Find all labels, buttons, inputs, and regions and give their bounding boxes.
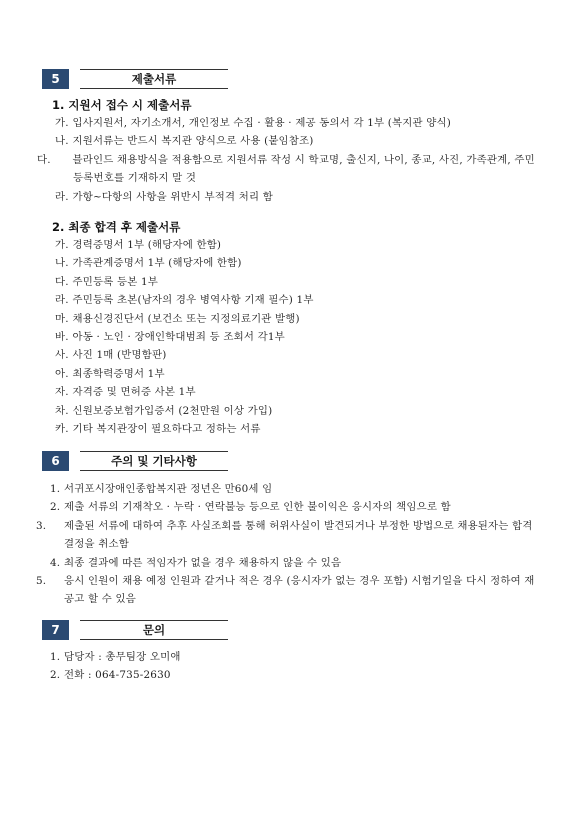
list-item: 아. 최종학력증명서 1부: [55, 367, 165, 380]
list-item: 5. 응시 인원이 채용 예정 인원과 같거나 적은 경우 (응시자가 없는 경우 포함) 시험기일을 다시 정하여 재공고 할 수 있음: [36, 575, 535, 606]
list-item: 가. 경력증명서 1부 (해당자에 한함): [55, 239, 222, 251]
list-item: 다. 블라인드 채용방식을 적용함으로 지원서류 작성 시 학교명, 출신지, 나이, 종교, 사진, 가족관계, 주민등록번호를 기재하지 말 것: [37, 153, 535, 185]
contact-person: 1. 담당자 : 총무팀장 오미애: [50, 651, 181, 663]
section-number: 5: [42, 69, 69, 89]
list-item: 마. 채용신경진단서 (보건소 또는 지정의료기관 발행): [55, 312, 300, 325]
contact-list: [50, 648, 532, 685]
list-item: 4. 최종 결과에 따른 적임자가 없을 경우 채용하지 않을 수 있음: [50, 556, 342, 569]
list-item: 3. 제출된 서류에 대하여 추후 사실조회를 통해 허위사실이 발견되거나 부정한 방법으로 채용된자는 합격 결정을 취소함: [36, 519, 533, 551]
submission-list-application: [37, 114, 537, 206]
section-title: 문의: [80, 620, 228, 640]
section-title: 제출서류: [80, 69, 228, 89]
section-7-header: [42, 620, 232, 640]
section-number: 6: [42, 451, 69, 471]
list-item: 2. 제출 서류의 기재착오 · 누락 · 연락불능 등으로 인한 불이익은 응시자의 책임으로 함: [50, 501, 451, 514]
contact-phone: 2. 전화 : 064-735-2630: [50, 669, 171, 682]
list-item: 가. 입사지원서, 자기소개서, 개인정보 수집 · 활용 · 제공 동의서 각 1부 (복지관 양식): [55, 117, 451, 129]
section-title: 주의 및 기타사항: [80, 451, 228, 471]
list-item: 차. 신원보증보험가입증서 (2천만원 이상 가입): [55, 404, 273, 417]
submission-list-final: [55, 236, 537, 438]
list-item: 자. 자격증 및 면허증 사본 1부: [55, 386, 196, 399]
list-item: 카. 기타 복지관장이 필요하다고 정하는 서류: [55, 423, 261, 436]
list-item: 나. 가족관계증명서 1부 (해당자에 한함): [55, 257, 242, 270]
list-item: 다. 주민등록 등본 1부: [55, 275, 158, 288]
list-item: 바. 아동 · 노인 · 장애인학대범죄 등 조회서 각1부: [55, 331, 285, 344]
subsection-title: 1. 지원서 접수 시 제출서류: [52, 98, 192, 112]
subsection-title: 2. 최종 합격 후 제출서류: [52, 220, 181, 234]
list-item: 라. 주민등록 초본(남자의 경우 병역사항 기재 필수) 1부: [55, 294, 314, 307]
notes-list: [36, 480, 540, 609]
section-6-header: [42, 451, 232, 471]
list-item: 라. 가항~다항의 사항을 위반시 부적격 처리 함: [55, 190, 273, 203]
list-item: 1. 서귀포시장애인종합복지관 정년은 만60세 임: [50, 483, 273, 495]
list-item: 나. 지원서류는 반드시 복지관 양식으로 사용 (붙임참조): [55, 135, 314, 148]
section-number: 7: [42, 620, 69, 640]
list-item: 사. 사진 1매 (반명함판): [55, 349, 167, 362]
section-5-header: [42, 69, 232, 89]
